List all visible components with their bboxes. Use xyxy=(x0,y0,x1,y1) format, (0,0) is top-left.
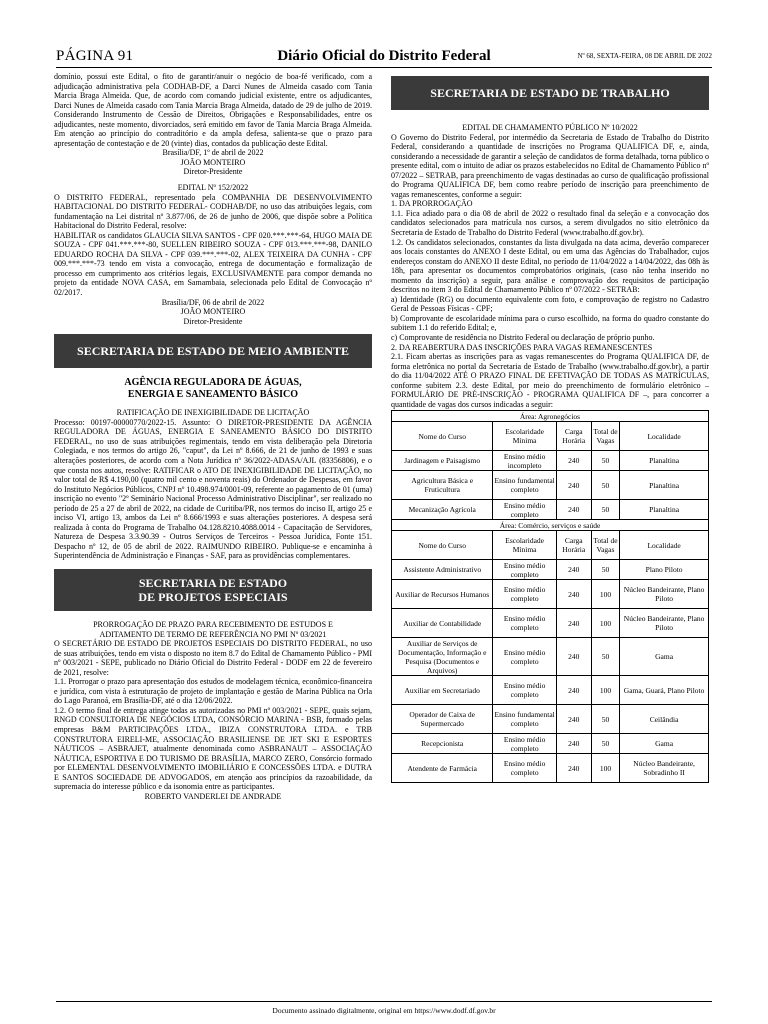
table-header-row xyxy=(392,531,709,560)
issue-info: Nº 68, SEXTA-FEIRA, 08 DE ABRIL DE 2022 xyxy=(577,52,712,60)
prorrogacao-title: PRORROGAÇÃO DE PRAZO PARA RECEBIMENTO DE ESTUDOS E xyxy=(93,619,333,629)
prorrogacao-intro: O SECRETÁRIO DE ESTADO DE PROJETOS ESPECIAIS DO DISTRITO FEDERAL, no uso de suas atribuições, tendo em vista o disposto no item 8.7 do Edital de Chamamento Público - PMI nº 003/2021 - SEPE, publicado no Diário Oficial do Distrito Federal - DODF em 22 de fevereiro de 2021, resolve: xyxy=(54,639,372,677)
table-row xyxy=(392,500,709,520)
workload: 240 xyxy=(556,580,591,609)
journal-title: Diário Oficial do Distrito Federal xyxy=(277,48,491,64)
ratificacao-body: Processo: 00197-00000770/2022-15. Assunto: O DIRETOR-PRESIDENTE DA AGÊNCIA REGULADORA DE ÁGUAS, ENERGIA E SANEAMENTO BÁSICO DO DISTRITO FEDERAL, no uso de suas atribuições regimentais, tendo em vista deliberação pela Diretoria Colegiada, e nos termos do artigo 26, "caput", da Lei nº 8.666, de 21 de junho de 1993 e suas alterações posteriores, de acordo com a Nota Jurídica nº 36/2022-ADASA/AJL (83356806), e o que consta nos autos, resolve: RATIFICAR o ATO DE INEXIGIBILIDADE DE LICITAÇÃO, no valor total de R$ 4.190,00 (quatro mil cento e noventa reais) do Ordenador de Despesas, em favor do Instituto Negócios Públicos, CNPJ nº 10.498.974/0001-09, referente ao pagamento de 01 (uma) inscrição no evento "2º Seminário Nacional Processo Administrativo Disciplinar", ser realizado no período de 25 a 27 de abril de 2022, na cidade de Curitiba/PR, nos termos do inciso II, artigo 25 e inciso VI, artigo 13, ambos da Lei nº 8.666/1993 e suas alterações posteriores. A despesa será realizada à conta do Programa de Trabalho 04.128.8210.4088.0014 - Capacitação de Servidores, Natureza de Despesa 3.3.90.39 - Outros Serviços de Terceiros - Pessoa Jurídica, Fonte 151. Despacho nº 12, de 05 de abril de 2022. RAIMUNDO RIBEIRO. Publique-se e encaminha à Superintendência de Administração e Finanças - SAF, para as providências complementares. xyxy=(54,417,372,561)
courses-table xyxy=(391,410,709,783)
table-row xyxy=(392,754,709,783)
area-name: Área: Agronegócios xyxy=(392,411,709,422)
min-schooling: Ensino médio completo xyxy=(493,580,556,609)
total-vacancies: 50 xyxy=(591,560,620,580)
item-c: c) Comprovante de residência no Distrito Federal ou declaração de próprio punho. xyxy=(391,333,655,343)
agency-title-line: AGÊNCIA REGULADORA DE ÁGUAS, xyxy=(124,377,302,389)
course-name: Auxiliar de Serviços de Documentação, Informação e Pesquisa (Documentos e Arquivos) xyxy=(392,638,493,676)
location: Planaltina xyxy=(620,471,709,500)
workload: 240 xyxy=(556,754,591,783)
min-schooling: Ensino médio completo xyxy=(493,609,556,638)
edital-152-habilitar: HABILITAR os candidatos GLAUCIA SILVA SANTOS - CPF 020.***.***-64, HUGO MAIA DE SOUZA - CPF 041.***.***-80, SUELLEN RIBEIRO SOUZA - CPF 013.***.***-98, DANILO EDUARDO ROCHA DA SILVA - CPF 039.***.***-02, ALEX TEIXEIRA DA CUNHA - CPF 009.***.***-73 tendo em vista a convocação, entrega de documentação e formalização de processo em cumprimento aos critérios legais, EXCLUSIVAMENTE para compor demanda no projeto da entidade NOVA CASA, em Samambaia, selecionada pelo Edital de Convocação nº 02/2017. xyxy=(54,230,372,298)
footer-rule xyxy=(56,1001,712,1002)
course-name: Agricultura Básica e Fruticultura xyxy=(392,471,493,500)
edital-10-intro: O Governo do Distrito Federal, por intermédio da Secretaria de Estado de Trabalho do Distrito Federal, considerando a quantidade de inscrições no Programa QUALIFICA DF, e, ainda, considerando a necessidade de garantir a seleção de candidatos de forma detalhada, torna público o presente edital, com o intuito de adiar os prazos estabelecidos no Edital de Chamamento Público nº 07/2022 – SETRAB, para preenchimento de vagas destinadas ao curso de qualificação profissional do Programa QUALIFICA DF, bem como reabre período de inscrição para preenchimento de vagas remanescentes, conforme a seguir: xyxy=(391,132,709,199)
location: Gama, Guará, Plano Piloto xyxy=(620,676,709,705)
table-row xyxy=(392,734,709,754)
column-header-curso: Nome do Curso xyxy=(392,422,493,451)
total-vacancies: 50 xyxy=(591,500,620,520)
prorrogacao-item-1-2: 1.2. O termo final de entrega atinge todas as autorizadas no PMI nº 003/2021 - SEPE, quais sejam, RNGD CONSULTORIA DE NEGÓCIOS LTDA, CONSÓRCIO MARINA - BSB, formado pelas empresas B&M PARTICIPAÇÕES LTDA., IBIZA CONSTRUTORA LTDA. e TRB CONSTRUTORA EIRELI-ME, ASSOCIAÇÃO BRASILIENSE DE JET SKI E ESPORTES NÁUTICOS – ASBRAJET, atualmente denominada como ASBRANAUT – ASSOCIAÇÃO NÁUTICA, ESPORTIVA E DO TURISMO DE BRASÍLIA, MARCO ZERO, Consórcio formado por ELEMENTAL DESENVOLVIMENTO IMOBILIÁRIO E CONCESSÕES LTDA. e DUTRA E SANTOS SOCIEDADE DE ADVOGADOS, em atenção aos princípios da razoabilidade, da supremacia do interesse público e da isonomia entre as participantes. xyxy=(54,705,372,792)
workload: 240 xyxy=(556,705,591,734)
area-name: Área: Comércio, serviços e saúde xyxy=(392,520,709,531)
prorrogacao-signature: ROBERTO VANDERLEI DE ANDRADE xyxy=(144,791,282,801)
course-name: Auxiliar em Secretariado xyxy=(392,676,493,705)
banner-line: DE PROJETOS ESPECIAIS xyxy=(138,589,288,604)
page-number: PÁGINA 91 xyxy=(56,48,134,64)
table-row xyxy=(392,609,709,638)
table-area-row xyxy=(392,520,709,531)
location: Plano Piloto xyxy=(620,560,709,580)
min-schooling: Ensino médio completo xyxy=(493,676,556,705)
table-header-row xyxy=(392,422,709,451)
table-row xyxy=(392,451,709,471)
total-vacancies: 50 xyxy=(591,734,620,754)
table-row xyxy=(392,676,709,705)
column-header-vagas: Total de Vagas xyxy=(591,422,620,451)
location: Núcleo Bandeirante, Sobradinho II xyxy=(620,754,709,783)
agency-title xyxy=(54,377,372,401)
workload: 240 xyxy=(556,609,591,638)
right-column xyxy=(391,72,709,783)
course-name: Auxiliar de Recursos Humanos xyxy=(392,580,493,609)
signature-role: Diretor-Presidente xyxy=(183,316,243,326)
column-header-carga: Carga Horária xyxy=(556,531,591,560)
signature-name: JOÃO MONTEIRO xyxy=(180,157,246,167)
column-header-localidade: Localidade xyxy=(620,531,709,560)
course-name: Operador de Caixa de Supermercado xyxy=(392,705,493,734)
edital-10-title: EDITAL DE CHAMAMENTO PÚBLICO Nº 10/2022 xyxy=(462,123,638,132)
min-schooling: Ensino médio completo xyxy=(493,500,556,520)
page-header xyxy=(56,48,712,68)
location: Gama xyxy=(620,734,709,754)
total-vacancies: 100 xyxy=(591,609,620,638)
workload: 240 xyxy=(556,471,591,500)
table-row xyxy=(392,580,709,609)
table-row xyxy=(392,705,709,734)
signature-date: Brasília/DF, 06 de abril de 2022 xyxy=(161,297,265,307)
section-banner-trabalho: SECRETARIA DE ESTADO DE TRABALHO xyxy=(391,76,709,110)
min-schooling: Ensino médio completo xyxy=(493,638,556,676)
column-header-carga: Carga Horária xyxy=(556,422,591,451)
location: Planaltina xyxy=(620,451,709,471)
workload: 240 xyxy=(556,500,591,520)
left-column xyxy=(54,72,372,801)
course-name: Jardinagem e Paisagismo xyxy=(392,451,493,471)
location: Gama xyxy=(620,638,709,676)
workload: 240 xyxy=(556,676,591,705)
course-name: Auxiliar de Contabilidade xyxy=(392,609,493,638)
signature-date: Brasília/DF, 1º de abril de 2022 xyxy=(162,148,264,158)
section-reabertura: 2. DA REABERTURA DAS INSCRIÇÕES PARA VAGAS REMANESCENTES xyxy=(391,342,653,352)
course-name: Recepcionista xyxy=(392,734,493,754)
signature-role: Diretor-Presidente xyxy=(183,167,243,177)
total-vacancies: 50 xyxy=(591,451,620,471)
total-vacancies: 100 xyxy=(591,580,620,609)
banner-line: SECRETARIA DE ESTADO xyxy=(138,575,288,590)
prorrogacao-title: ADITAMENTO DE TERMO DE REFERÊNCIA NO PMI Nº 03/2021 xyxy=(99,629,327,639)
total-vacancies: 100 xyxy=(591,754,620,783)
min-schooling: Ensino fundamental completo xyxy=(493,705,556,734)
footer-note: Documento assinado digitalmente, original em https://www.dodf.df.gov.br xyxy=(272,1006,496,1015)
total-vacancies: 50 xyxy=(591,705,620,734)
table-row xyxy=(392,560,709,580)
min-schooling: Ensino médio completo xyxy=(493,754,556,783)
column-header-curso: Nome do Curso xyxy=(392,531,493,560)
column-header-vagas: Total de Vagas xyxy=(591,531,620,560)
workload: 240 xyxy=(556,560,591,580)
section-banner-meio-ambiente: SECRETARIA DE ESTADO DE MEIO AMBIENTE xyxy=(54,334,372,368)
workload: 240 xyxy=(556,451,591,471)
prorrogacao-item-1-1: 1.1. Prorrogar o prazo para apresentação dos estudos de modelagem técnica, econômico-financeira e jurídica, com vista à estruturação de projeto de implantação e gestão de Marina Pública na Orla do Lago Paranoá, em Brasília-DF, até o dia 12/06/2022. xyxy=(54,677,372,706)
table-area-row xyxy=(392,411,709,422)
edital-continuation: domínio, possui este Edital, o fito de garantir/anuir o negócio de boa-fé verificado, com a adjudicação administrativa pela CODHAB-DF, a Darci Nunes de Almeida casado com Tania Marcia Braga Almeida. Que, de acordo com comando judicial existente, entre os adjudicantes, Darci Nunes de Almeida casado com Tania Marcia Braga Almeida, datado de 29 de julho de 2019. Considerando Instrumento de Cessão de Direitos, Obrigações e Responsabilidades, entre os adjudicantes, neste momento, divorciados, será emitido em favor de Tania Marcia Braga Almeida. Em atenção ao princípio do contraditório e da ampla defesa, salienta-se que o prazo para apresentação de contestação e de 20 (vinte) dias, contados da publicação deste Edital. xyxy=(54,72,372,148)
header-rule xyxy=(56,67,712,68)
ratificacao-title: RATIFICAÇÃO DE INEXIGIBILIDADE DE LICITAÇÃO xyxy=(116,408,310,418)
min-schooling: Ensino médio incompleto xyxy=(493,451,556,471)
min-schooling: Ensino médio completo xyxy=(493,560,556,580)
table-row xyxy=(392,638,709,676)
edital-152-title: EDITAL Nº 152/2022 xyxy=(177,183,249,193)
workload: 240 xyxy=(556,638,591,676)
location: Planaltina xyxy=(620,500,709,520)
item-a: a) Identidade (RG) ou documento equivalente com foto, e comprovação de registro no Cadastro Geral de Pessoas Físicas - CPF; xyxy=(391,294,709,314)
location: Núcleo Bandeirante, Plano Piloto xyxy=(620,609,709,638)
total-vacancies: 100 xyxy=(591,676,620,705)
section-prorrogacao: 1. DA PRORROGAÇÃO xyxy=(391,199,473,209)
column-header-escolaridade: Escolaridade Mínima xyxy=(493,422,556,451)
location: Ceilândia xyxy=(620,705,709,734)
location: Núcleo Bandeirante, Plano Piloto xyxy=(620,580,709,609)
agency-title-line: ENERGIA E SANEAMENTO BÁSICO xyxy=(127,389,299,401)
table-row xyxy=(392,471,709,500)
workload: 240 xyxy=(556,734,591,754)
item-1-2: 1.2. Os candidatos selecionados, constantes da lista divulgada na data acima, deverão comparecer aos locais constantes do ANEXO I deste Edital, ou em uma das Agências do Trabalhador, cujos endereços constam do ANEXO II deste Edital, no período de 11/04/2022 a 14/04/2022, das 08h às 18h, para apresentar os documentos comprobatórios originais, (caso não tenha inserido no momento da inscrição) a seguir, para análise e comprovação dos requisitos de participação descritos no item 3 do Edital de Chamamento Público nº 07/2022 - SETRAB: xyxy=(391,237,709,295)
section-banner-projetos-especiais xyxy=(54,569,372,611)
course-name: Assistente Administrativo xyxy=(392,560,493,580)
course-name: Atendente de Farmácia xyxy=(392,754,493,783)
min-schooling: Ensino fundamental completo xyxy=(493,471,556,500)
column-header-localidade: Localidade xyxy=(620,422,709,451)
column-header-escolaridade: Escolaridade Mínima xyxy=(493,531,556,560)
item-b: b) Comprovante de escolaridade mínima para o curso escolhido, na forma do quadro constante do subitem 1.1 do referido Edital; e, xyxy=(391,313,709,333)
edital-152-intro: O DISTRITO FEDERAL, representado pela COMPANHIA DE DESENVOLVIMENTO HABITACIONAL DO DISTRITO FEDERAL- CODHAB/DF, no uso das atribuições legais, com fundamentação na Lei distrital nº 3.877/06, de 26 de junho de 2006, que dispõe sobre a Política Habitacional do Distrito Federal, resolve: xyxy=(54,192,372,231)
total-vacancies: 50 xyxy=(591,471,620,500)
signature-name: JOÃO MONTEIRO xyxy=(180,307,246,317)
item-2-1: 2.1. Ficam abertas as inscrições para as vagas remanescentes do Programa QUALIFICA DF, de forma eletrônica no portal da Secretaria de Estado de Trabalho (www.trabalho.df.gov.br), a partir do dia 11/04/2022 ATÉ O PRAZO FINAL DE EFETIVAÇÃO DE TODAS AS MATRÍCULAS, conforme subitem 2.3. deste Edital, por meio do preenchimento de formulário eletrônico – FORMULÁRIO DE PRÉ-INSCRIÇÃO - PROGRAMA QUALIFICA DF –, para concorrer a quantidade de vagas dos cursos indicadas a seguir: xyxy=(391,352,709,409)
course-name: Mecanização Agrícola xyxy=(392,500,493,520)
total-vacancies: 50 xyxy=(591,638,620,676)
item-1-1: 1.1. Fica adiado para o dia 08 de abril de 2022 o resultado final da seleção e a convocação dos candidatos selecionados para matrícula nos cursos, a serem divulgados no sítio eletrônico da Secretaria de Estado de Trabalho do Distrito Federal (www.trabalho.df.gov.br). xyxy=(391,208,709,238)
min-schooling: Ensino médio completo xyxy=(493,734,556,754)
